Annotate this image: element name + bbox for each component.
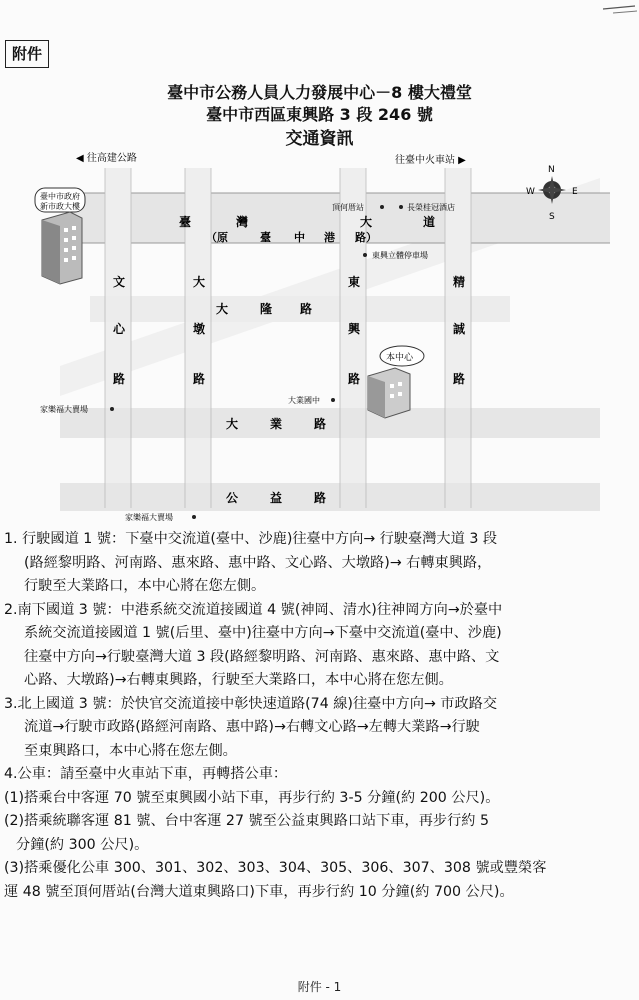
location-map [30, 148, 620, 523]
svg-text:隆: 隆 [260, 302, 273, 316]
dir-line-5: 系統交流道接國道 1 號(后里、臺中)往臺中方向→下臺中交流道(臺中、沙鹿) [24, 625, 502, 641]
svg-text:路: 路 [314, 491, 327, 505]
svg-text:益: 益 [270, 491, 283, 505]
svg-text:臺中市政府: 臺中市政府 [40, 192, 80, 201]
dir-line-12: (1)搭乘台中客運 70 號至東興國小站下車，再步行約 3-5 分鐘(約 200 公尺)。 [4, 789, 500, 806]
svg-text:路: 路 [193, 372, 206, 386]
svg-text:路: 路 [314, 417, 327, 431]
venue-address: 臺中市西區東興路 3 段 246 號 [206, 105, 433, 124]
svg-text:大: 大 [216, 302, 229, 316]
section-title: 交通資訊 [285, 129, 354, 149]
jingcheng-road [445, 168, 471, 508]
dir-line-3: 行駛至大業路口，本中心將在您左側。 [24, 578, 266, 594]
landmark-evergreen: 長榮桂冠酒店 [407, 203, 455, 212]
dir-line-2: (路經黎明路、河南路、惠來路、惠中路、文心路、大墩路)→ 右轉東興路， [24, 554, 492, 571]
page-footer: 附件 - 1 [297, 980, 342, 994]
svg-text:路: 路 [300, 302, 313, 316]
scan-mark [599, 0, 639, 14]
wenxin-road [105, 168, 131, 508]
dir-line-13: (2)搭乘統聯客運 81 號、台中客運 27 號至公益東興路口站下車，再步行約 5 [4, 813, 490, 829]
svg-text:N: N [548, 165, 555, 175]
dir-line-9: 流道→行駛市政路(路經河南路、惠中路)→右轉文心路→左轉大業路→行駛 [24, 719, 480, 735]
svg-text:路: 路 [113, 372, 126, 386]
svg-text:興: 興 [348, 322, 361, 336]
city-hall-building-icon [35, 188, 85, 284]
svg-text:大: 大 [193, 275, 206, 289]
dir-line-11: 4.公車：請至臺中火車站下車，再轉搭公車： [4, 766, 288, 782]
road-label-taiwan-3: 大 [360, 215, 373, 229]
dir-line-14: 分鐘(約 300 公尺)。 [16, 836, 149, 853]
svg-text:文: 文 [113, 275, 126, 289]
landmark-daye-school: 大業國中 [288, 396, 320, 405]
venue-title: 臺中市公務人員人力發展中心－8 樓大禮堂 [167, 83, 472, 102]
dir-line-16: 運 48 號至頂何厝站(台灣大道東興路口)下車，再步行約 10 分鐘(約 700 公尺)。 [4, 883, 514, 900]
svg-text:東: 東 [348, 275, 361, 289]
svg-text:中: 中 [294, 231, 305, 244]
directions-list [4, 528, 634, 904]
dir-line-15: (3)搭乘優化公車 300、301、302、303、304、305、306、307、308 號或豐榮客 [4, 860, 547, 876]
dir-station: 往臺中火車站 ▶ [395, 155, 466, 166]
dir-line-4: 2.南下國道 3 號：中港系統交流道接國道 4 號(神岡、清水)往神岡方向→於臺中 [4, 601, 503, 618]
svg-text:臺: 臺 [260, 231, 271, 244]
svg-text:墩: 墩 [193, 322, 206, 336]
dir-line-10: 至東興路口，本中心將在您左側。 [24, 742, 237, 759]
road-label-taiwan-2: 灣 [236, 215, 249, 229]
attachment-label: 附件 [5, 40, 49, 68]
dir-line-1: 1. 行駛國道 1 號：下臺中交流道(臺中、沙鹿)往臺中方向→ 行駛臺灣大道 3 段 [4, 531, 498, 547]
road-label-taiwan-1: 臺 [179, 215, 192, 229]
gongyi-road [60, 483, 600, 511]
landmark-parking: 東興立體停車場 [372, 251, 428, 260]
svg-text:新市政大樓: 新市政大樓 [40, 202, 80, 211]
svg-text:誠: 誠 [453, 322, 466, 336]
svg-text:公: 公 [226, 491, 239, 505]
daye-road [60, 408, 600, 438]
svg-text:（原: （原 [206, 231, 228, 244]
landmark-dinghe: 頂何厝站 [332, 203, 364, 212]
dir-line-6: 往臺中方向→行駛臺灣大道 3 段(路經黎明路、河南路、惠來路、惠中路、文 [24, 648, 500, 665]
svg-text:路: 路 [348, 372, 361, 386]
svg-text:港: 港 [324, 231, 335, 244]
svg-text:心: 心 [113, 322, 126, 336]
svg-text:S: S [549, 212, 555, 222]
dir-line-7: 心路、大墩路)→右轉東興路，行駛至大業路口，本中心將在您左側。 [24, 672, 453, 688]
center-building-icon [368, 346, 424, 418]
dir-line-8: 3.北上國道 3 號：於快官交流道接中彰快速道路(74 線)往臺中方向→ 市政路交 [4, 695, 498, 712]
landmark-carrefour-1: 家樂福大賣場 [40, 405, 88, 414]
svg-text:W: W [526, 187, 535, 197]
svg-text:精: 精 [453, 275, 466, 289]
dir-highway: ◀ 往高建公路 [76, 153, 137, 164]
svg-text:路）: 路） [355, 231, 377, 244]
landmark-carrefour-2: 家樂福大賣場 [125, 513, 173, 522]
road-label-taiwan-4: 道 [423, 215, 436, 229]
svg-text:E: E [572, 187, 578, 197]
svg-text:業: 業 [270, 417, 283, 431]
svg-text:大: 大 [226, 417, 239, 431]
svg-text:本中心: 本中心 [386, 353, 414, 363]
svg-text:路: 路 [453, 372, 466, 386]
